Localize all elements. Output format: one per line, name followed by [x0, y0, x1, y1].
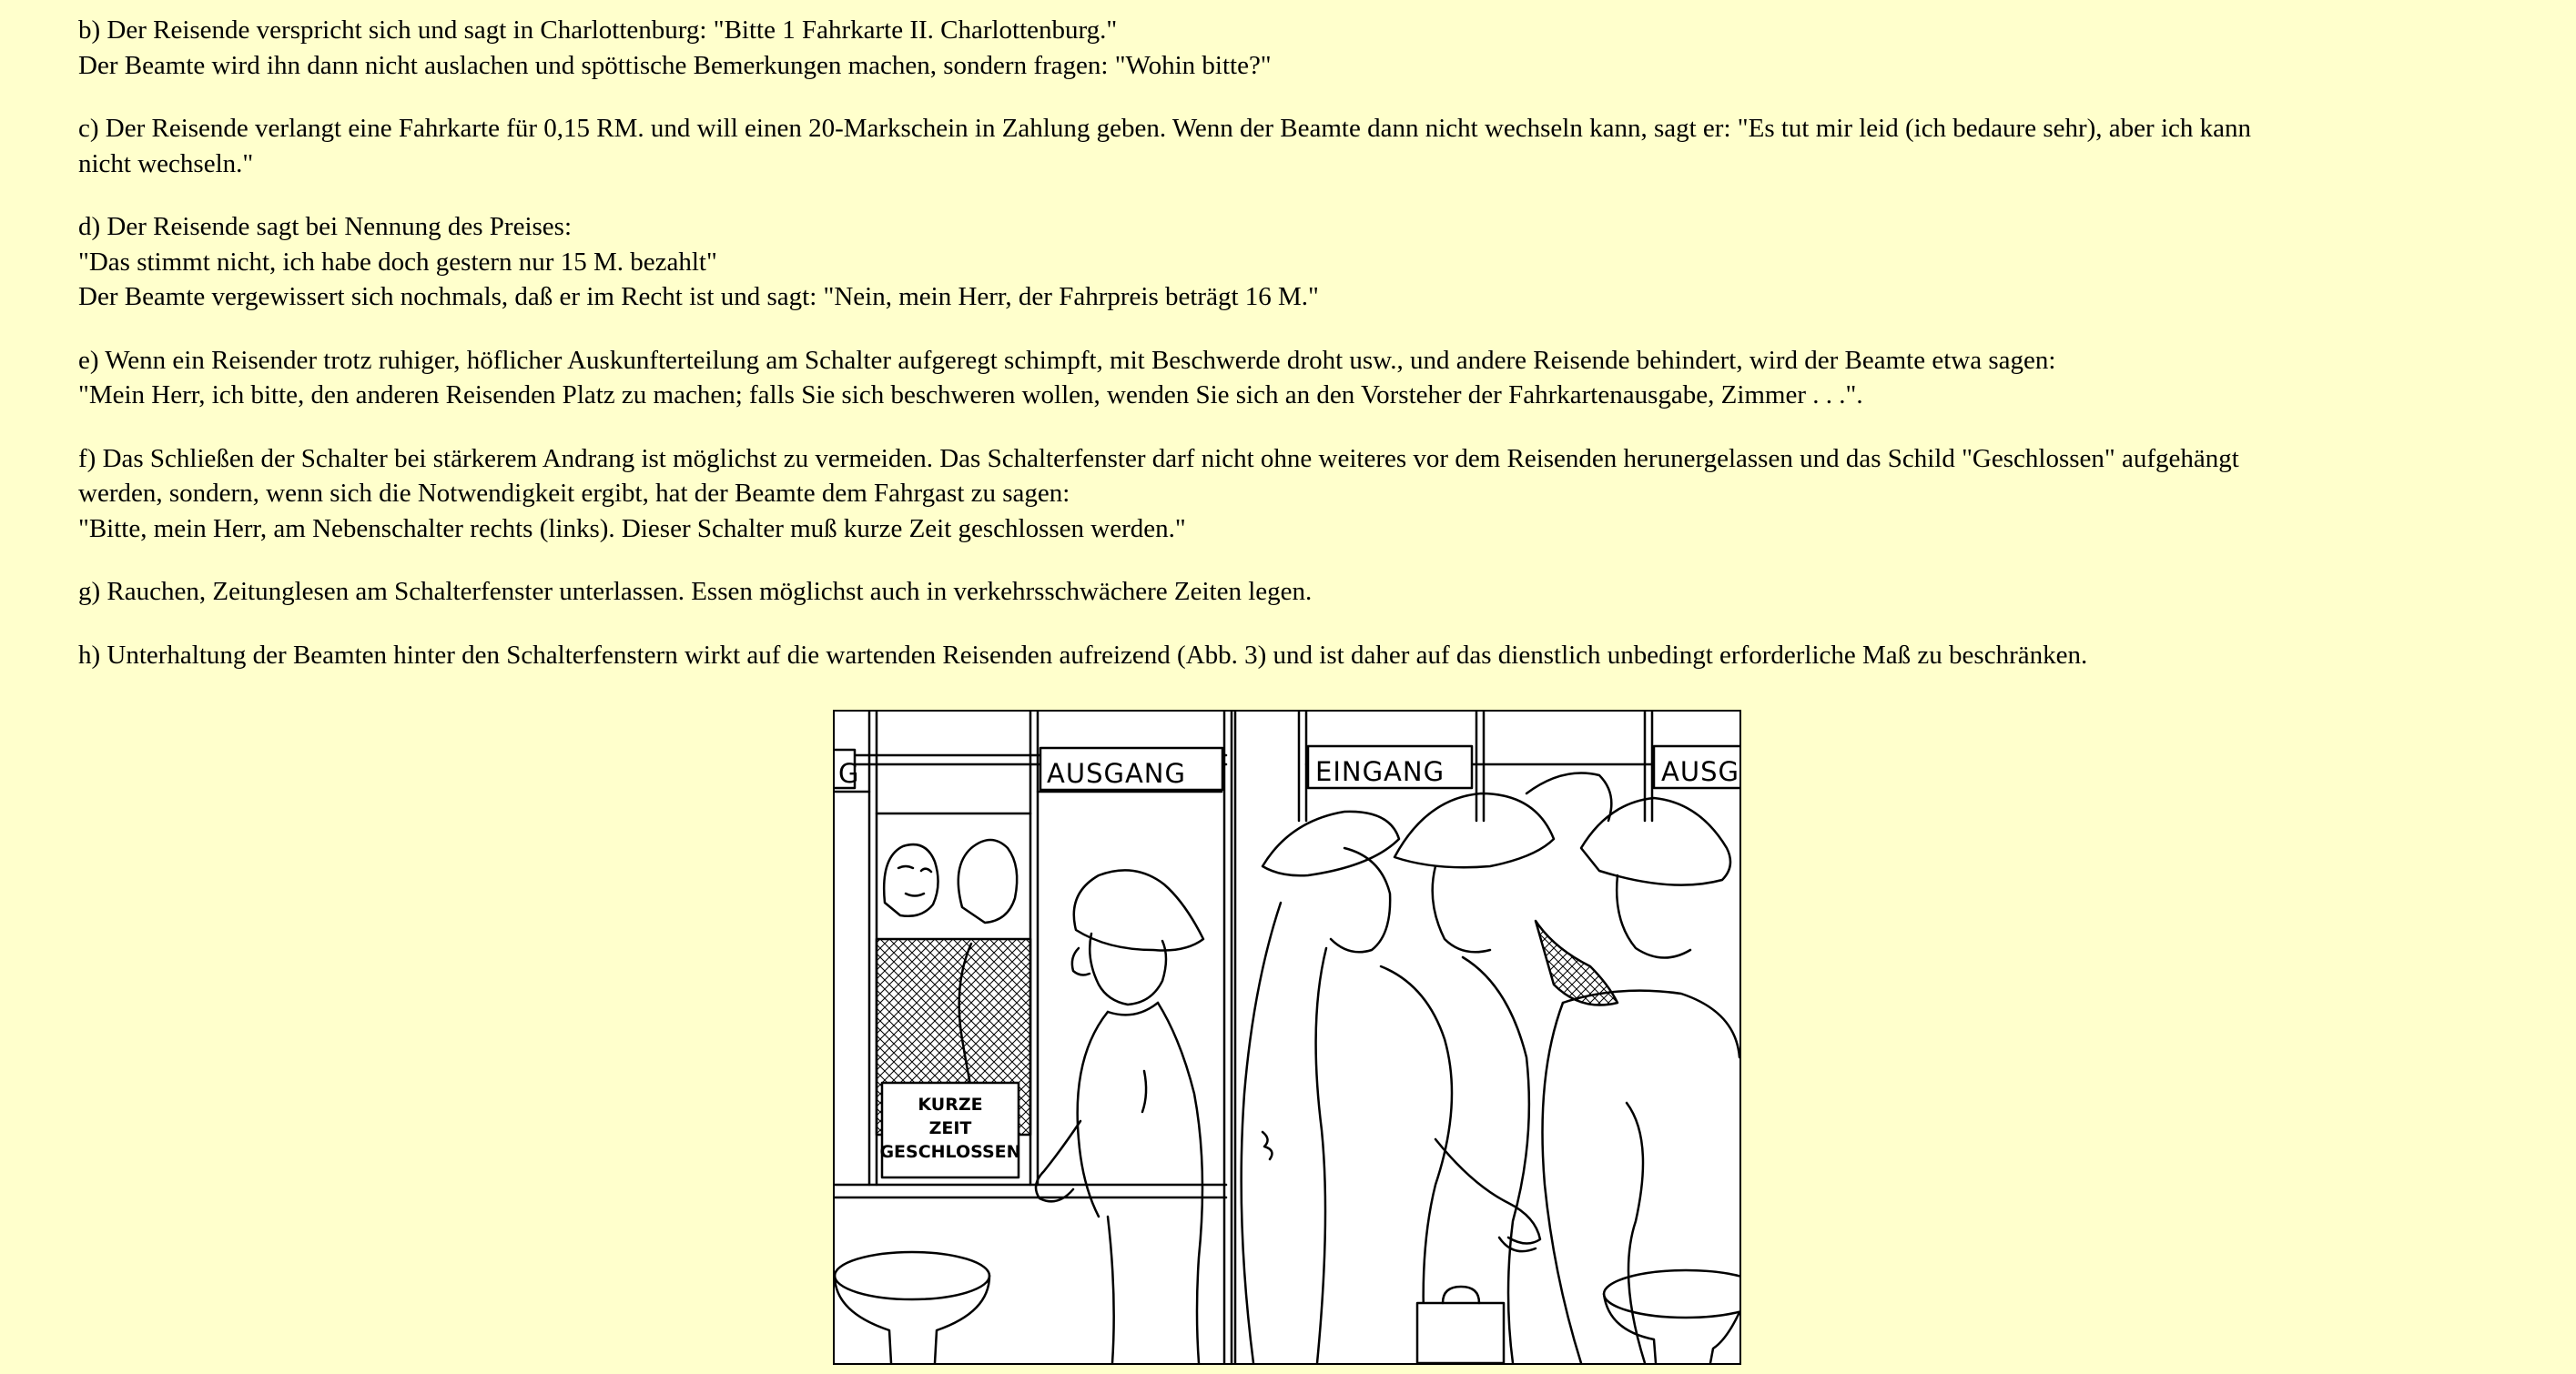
paragraph-h [78, 638, 2500, 673]
paragraph-e-line: "Mein Herr, ich bitte, den anderen Reisenden Platz zu machen; falls Sie sich beschweren wollen, wenden Sie sich an den Vorsteher der Fahrkartenausgabe, Zimmer . . .". [78, 380, 1863, 409]
paragraph-d-line: Der Beamte vergewissert sich nochmals, daß er im Recht ist und sagt: "Nein, mein Herr, der Fahrpreis beträgt 16 M." [78, 282, 1319, 311]
paragraph-d-line: d) Der Reisende sagt bei Nennung des Preises: [78, 212, 573, 241]
closed-sign-line: GESCHLOSSEN [879, 1142, 1021, 1162]
sign-partial-left: G [838, 758, 860, 789]
paragraph-b-line: b) Der Reisende verspricht sich und sagt in Charlottenburg: "Bitte 1 Fahrkarte II. Charlottenburg." [78, 15, 1118, 45]
illustration-ticket-counter [833, 710, 1741, 1365]
sign-eingang: EINGANG [1315, 756, 1445, 787]
paragraph-f-line: f) Das Schließen der Schalter bei stärkerem Andrang ist möglichst zu vermeiden. Das Schalterfenster darf nicht ohne weiteres vor dem Reisenden herunergelassen und das Schild "Geschlossen" aufgehängt [78, 443, 2239, 473]
closed-sign-line: ZEIT [928, 1118, 972, 1138]
sign-ausgang: AUSGANG [1047, 758, 1186, 789]
paragraph-d [78, 209, 2500, 315]
illustration-drawing [835, 712, 1739, 1363]
paragraph-f-line: werden, sondern, wenn sich die Notwendigkeit ergibt, hat der Beamte dem Fahrgast zu sagen: [78, 479, 1070, 508]
paragraph-b-line: Der Beamte wird ihn dann nicht auslachen und spöttische Bemerkungen machen, sondern fragen: "Wohin bitte?" [78, 50, 1272, 80]
paragraph-d-line: "Das stimmt nicht, ich habe doch gestern nur 15 M. bezahlt" [78, 247, 717, 277]
paragraph-c [78, 111, 2500, 181]
paragraph-g [78, 574, 2500, 610]
paragraph-e [78, 343, 2500, 413]
paragraph-g-line: g) Rauchen, Zeitunglesen am Schalterfenster unterlassen. Essen möglichst auch in verkehrsschwächere Zeiten legen. [78, 577, 1313, 606]
document-body [78, 13, 2500, 701]
paragraph-f-line: "Bitte, mein Herr, am Nebenschalter rechts (links). Dieser Schalter muß kurze Zeit geschlossen werden." [78, 513, 1186, 543]
closed-sign-line: KURZE [918, 1095, 983, 1115]
sign-ausgang-partial: AUSG [1661, 756, 1739, 787]
paragraph-h-line: h) Unterhaltung der Beamten hinter den Schalterfenstern wirkt auf die wartenden Reisenden aufreizend (Abb. 3) und ist daher auf das dienstlich unbedingt erforderliche Maß zu beschränken. [78, 640, 2088, 670]
right-panel [1242, 712, 1739, 1363]
paragraph-b [78, 13, 2500, 83]
paragraph-f [78, 441, 2500, 547]
paragraph-c-line: nicht wechseln." [78, 148, 254, 178]
paragraph-e-line: e) Wenn ein Reisender trotz ruhiger, höflicher Auskunfterteilung am Schalter aufgeregt schimpft, mit Beschwerde droht usw., und andere Reisende behindert, wird der Beamte etwa sagen: [78, 345, 2056, 375]
paragraph-c-line: c) Der Reisende verlangt eine Fahrkarte für 0,15 RM. und will einen 20-Markschein in Zahlung geben. Wenn der Beamte dann nicht wechseln kann, sagt er: "Es tut mir leid (ich bedaure sehr), aber ich kann [78, 114, 2252, 143]
left-panel [835, 712, 1226, 1363]
